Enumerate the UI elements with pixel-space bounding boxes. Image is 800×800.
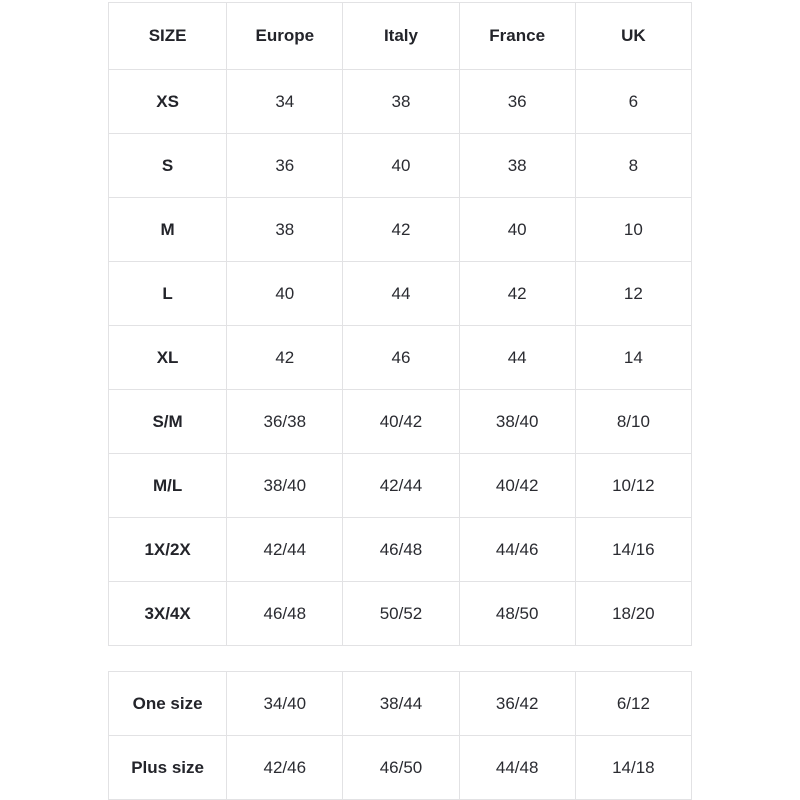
cell-italy: 42	[343, 198, 459, 262]
cell-uk: 6/12	[575, 672, 691, 736]
column-header-size: SIZE	[109, 3, 227, 70]
cell-france: 42	[459, 262, 575, 326]
cell-italy: 44	[343, 262, 459, 326]
cell-france: 40	[459, 198, 575, 262]
cell-italy: 38	[343, 70, 459, 134]
cell-europe: 36	[227, 134, 343, 198]
table-row	[109, 518, 692, 582]
cell-europe: 36/38	[227, 390, 343, 454]
main-size-table	[108, 2, 692, 646]
cell-france: 44/46	[459, 518, 575, 582]
table-row	[109, 134, 692, 198]
cell-europe: 42	[227, 326, 343, 390]
table-row	[109, 262, 692, 326]
cell-uk: 10	[575, 198, 691, 262]
cell-italy: 46/48	[343, 518, 459, 582]
row-label: Plus size	[109, 736, 227, 800]
cell-italy: 46	[343, 326, 459, 390]
row-label: One size	[109, 672, 227, 736]
column-header-italy: Italy	[343, 3, 459, 70]
cell-uk: 8	[575, 134, 691, 198]
table-row	[109, 736, 692, 800]
table-row	[109, 198, 692, 262]
secondary-size-table-body	[109, 672, 692, 800]
cell-italy: 50/52	[343, 582, 459, 646]
cell-europe: 38/40	[227, 454, 343, 518]
row-label: M	[109, 198, 227, 262]
cell-france: 44	[459, 326, 575, 390]
cell-europe: 42/46	[227, 736, 343, 800]
cell-europe: 40	[227, 262, 343, 326]
cell-uk: 10/12	[575, 454, 691, 518]
table-row	[109, 390, 692, 454]
cell-uk: 18/20	[575, 582, 691, 646]
table-row	[109, 582, 692, 646]
main-size-table-body	[109, 70, 692, 646]
column-header-europe: Europe	[227, 3, 343, 70]
table-row	[109, 326, 692, 390]
main-size-table-head	[109, 3, 692, 70]
cell-italy: 38/44	[343, 672, 459, 736]
cell-uk: 12	[575, 262, 691, 326]
row-label: L	[109, 262, 227, 326]
main-size-table-wrapper	[108, 2, 692, 646]
cell-france: 38	[459, 134, 575, 198]
cell-europe: 34/40	[227, 672, 343, 736]
row-label: S	[109, 134, 227, 198]
column-header-france: France	[459, 3, 575, 70]
cell-france: 38/40	[459, 390, 575, 454]
cell-uk: 14	[575, 326, 691, 390]
cell-france: 36	[459, 70, 575, 134]
column-header-uk: UK	[575, 3, 691, 70]
cell-europe: 38	[227, 198, 343, 262]
table-gap-divider	[0, 646, 800, 671]
row-label: M/L	[109, 454, 227, 518]
cell-italy: 42/44	[343, 454, 459, 518]
secondary-size-table	[108, 671, 692, 800]
cell-uk: 8/10	[575, 390, 691, 454]
cell-france: 44/48	[459, 736, 575, 800]
row-label: 1X/2X	[109, 518, 227, 582]
row-label: XL	[109, 326, 227, 390]
cell-italy: 40	[343, 134, 459, 198]
row-label: S/M	[109, 390, 227, 454]
cell-uk: 14/18	[575, 736, 691, 800]
cell-europe: 46/48	[227, 582, 343, 646]
table-row	[109, 454, 692, 518]
cell-france: 48/50	[459, 582, 575, 646]
cell-italy: 40/42	[343, 390, 459, 454]
row-label: 3X/4X	[109, 582, 227, 646]
table-row	[109, 70, 692, 134]
cell-uk: 6	[575, 70, 691, 134]
table-row	[109, 672, 692, 736]
cell-france: 36/42	[459, 672, 575, 736]
table-header-row	[109, 3, 692, 70]
cell-uk: 14/16	[575, 518, 691, 582]
row-label: XS	[109, 70, 227, 134]
cell-europe: 42/44	[227, 518, 343, 582]
secondary-size-table-wrapper	[108, 671, 692, 800]
cell-france: 40/42	[459, 454, 575, 518]
cell-italy: 46/50	[343, 736, 459, 800]
cell-europe: 34	[227, 70, 343, 134]
